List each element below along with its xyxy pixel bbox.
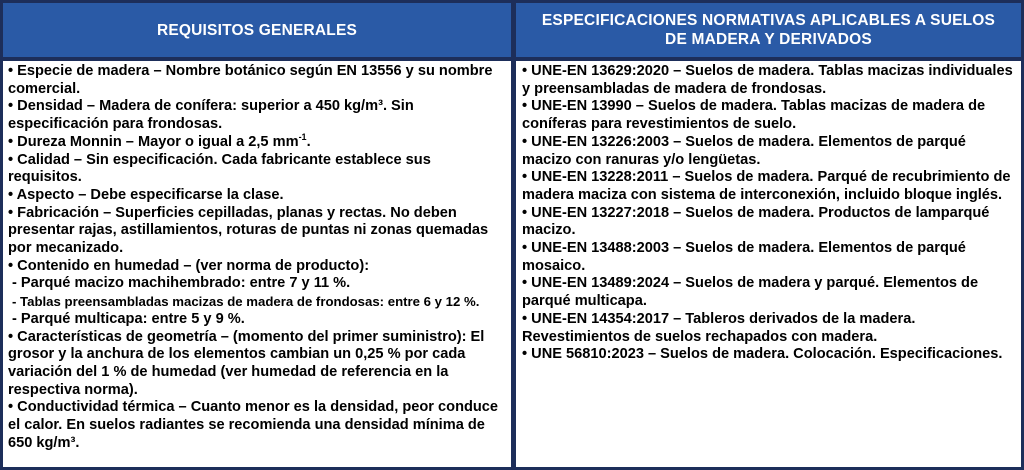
item-especie: • Especie de madera – Nombre botánico según EN 13556 y su nombre comercial. (8, 63, 493, 97)
item-humedad-parque-macizo: - Parqué macizo machihembrado: entre 7 y 11 %. (12, 275, 351, 292)
item-fabricacion: • Fabricación – Superficies cepilladas, planas y rectas. No deben presentar rajas, astillamientos, roturas de puntas ni zonas quemadas por mecanizado. (8, 204, 489, 257)
item-densidad: • Densidad – Madera de conífera: superior a 450 kg/m³. Sin especificación para frondosas. (8, 98, 414, 133)
norma-item: • UNE 56810:2023 – Suelos de madera. Colocación. Especificaciones. (522, 346, 1003, 363)
item-dureza-text: • Dureza Monnin – Mayor o igual a 2,5 mm (8, 133, 299, 150)
item-dureza-exponent: -1 (298, 131, 307, 142)
normas-column (516, 61, 1021, 467)
norma-item: • UNE-EN 13629:2020 – Suelos de madera. Tablas macizas individuales y preensambladas de madera de frondosas. (522, 63, 1013, 97)
norma-item: • UNE-EN 13226:2003 – Suelos de madera. Elementos de parqué macizo con ranuras y/o lengüetas. (522, 133, 966, 168)
header-requisitos-generales (3, 3, 511, 57)
item-calidad: • Calidad – Sin especificación. Cada fabricante establece sus requisitos. (8, 151, 431, 186)
item-geometria: • Características de geometría – (momento del primer suministro): El grosor y la anchura de los elementos cambian un 0,25 % por cada variación del 1 % de humedad (ver humedad de referencia en la respectiva norma). (8, 328, 485, 398)
norma-item: • UNE-EN 14354:2017 – Tableros derivados de la madera. Revestimientos de suelos rechapados con madera. (522, 310, 916, 345)
requisitos-column (3, 61, 511, 467)
norma-item: • UNE-EN 13990 – Suelos de madera. Tablas macizas de madera de coníferas para revestimientos de suelo. (522, 98, 986, 133)
norma-item: • UNE-EN 13488:2003 – Suelos de madera. Elementos de parqué mosaico. (522, 240, 966, 274)
header-right-line1: ESPECIFICACIONES NORMATIVAS APLICABLES A SUELOS (541, 12, 996, 29)
item-dureza (8, 131, 507, 152)
norma-item: • UNE-EN 13227:2018 – Suelos de madera. Productos de lamparqué macizo. (522, 204, 990, 239)
item-humedad-tablas-preensambladas: - Tablas preensambladas macizas de madera de frondosas: entre 6 y 12 %. (12, 294, 480, 310)
item-humedad-parque-multicapa: - Parqué multicapa: entre 5 y 9 %. (12, 310, 245, 327)
header-right-label (542, 11, 995, 49)
item-humedad: • Contenido en humedad – (ver norma de producto): (8, 257, 370, 274)
header-right-line2: DE MADERA Y DERIVADOS (665, 31, 872, 48)
header-especificaciones-normativas (516, 3, 1021, 57)
header-left-label: REQUISITOS GENERALES (156, 21, 358, 39)
item-aspecto: • Aspecto – Debe especificarse la clase. (8, 186, 284, 203)
norma-item: • UNE-EN 13228:2011 – Suelos de madera. Parqué de recubrimiento de madera maciza con sistema de interconexión, incluido bloque inglés. (522, 169, 1011, 203)
item-dureza-end: . (306, 133, 311, 150)
item-conductividad: • Conductividad térmica – Cuanto menor es la densidad, peor conduce el calor. En suelos radiantes se recomienda una densidad mínima de 650 kg/m³. (8, 399, 499, 451)
norma-item: • UNE-EN 13489:2024 – Suelos de madera y parqué. Elementos de parqué multicapa. (522, 275, 979, 310)
